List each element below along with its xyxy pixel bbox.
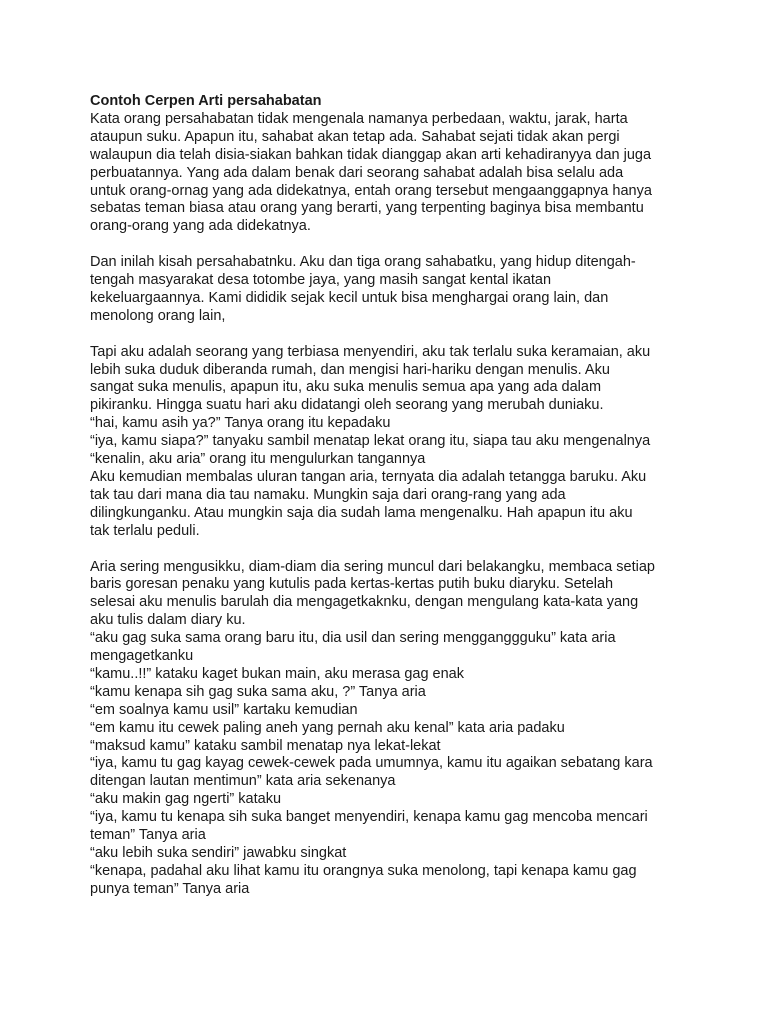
text-line: Dan inilah kisah persahabatnku. Aku dan tiga orang sahabatku, yang hidup ditengah- [90, 254, 636, 271]
text-line: baris goresan penaku yang kutulis pada kertas-kertas putih buku diaryku. Setelah [90, 576, 614, 593]
text-line: Aku kemudian membalas uluran tangan aria, ternyata dia adalah tetangga baruku. Aku [90, 469, 647, 485]
text-line: “aku makin gag ngerti” kataku [90, 791, 282, 808]
text-line: pikiranku. Hingga suatu hari aku didatangi oleh seorang yang merubah duniaku. [90, 397, 604, 414]
text-line: “aku lebih suka sendiri” jawabku singkat [90, 845, 347, 862]
text-line: punya teman” Tanya aria [90, 880, 250, 897]
paragraph [90, 111, 682, 236]
text-line: kekeluargaannya. Kami dididik sejak kecil untuk bisa menghargai orang lain, dan [90, 289, 609, 306]
text-line: ataupun suku. Apapun itu, sahabat akan tetap ada. Sahabat sejati tidak akan pergi [90, 128, 620, 145]
text-line: “kamu..!!” kataku kaget bukan main, aku merasa gag enak [90, 665, 464, 682]
text-line: “aku gag suka sama orang baru itu, dia usil dan sering mengganggguku” kata aria [90, 630, 616, 647]
paragraph [90, 344, 682, 541]
document-page [90, 93, 682, 899]
text-line: mengagetkanku [90, 648, 194, 665]
text-line: tengah masyarakat desa totombe jaya, yang masih sangat kental ikatan [90, 272, 552, 289]
text-line: Kata orang persahabatan tidak mengenala namanya perbedaan, waktu, jarak, harta [90, 110, 628, 127]
text-line: selesai aku menulis barulah dia mengagetkaknku, dengan mengulang kata-kata yang [90, 594, 639, 611]
text-line: untuk orang-ornag yang ada didekatnya, entah orang tersebut mengaanggapnya hanya [90, 182, 652, 199]
text-line: lebih suka duduk diberanda rumah, dan mengisi hari-hariku dengan menulis. Aku [90, 361, 610, 378]
text-line: “em kamu itu cewek paling aneh yang pernah aku kenal” kata aria padaku [90, 719, 565, 736]
text-line: menolong orang lain, [90, 307, 226, 324]
text-line: “kamu kenapa sih gag suka sama aku, ?” Tanya aria [90, 683, 426, 700]
text-line: sangat suka menulis, apapun itu, aku suka menulis semua apa yang ada dalam [90, 379, 602, 396]
text-line: “iya, kamu siapa?” tanyaku sambil menatap lekat orang itu, siapa tau aku mengenalnya [90, 433, 651, 450]
text-line: teman” Tanya aria [90, 827, 206, 844]
text-line: tak tau dari mana dia tau namaku. Mungkin saja dari orang-rang yang ada [90, 486, 566, 503]
text-line: “iya, kamu tu kenapa sih suka banget menyendiri, kenapa kamu gag mencoba mencari [90, 809, 648, 826]
text-line: aku tulis dalam diary ku. [90, 612, 246, 629]
text-line: tak terlalu peduli. [90, 522, 200, 539]
text-line: “maksud kamu” kataku sambil menatap nya lekat-lekat [90, 737, 441, 754]
paragraph [90, 254, 682, 326]
text-line: Aria sering mengusikku, diam-diam dia sering muncul dari belakangku, membaca setiap [90, 558, 655, 575]
text-line: sebatas teman biasa atau orang yang berarti, yang terpenting baginya bisa membantu [90, 200, 644, 217]
text-line: “kenalin, aku aria” orang itu mengulurkan tangannya [90, 451, 426, 468]
text-line: “iya, kamu tu gag kayag cewek-cewek pada umumnya, kamu itu agaikan sebatang kara [90, 755, 653, 772]
text-line: “kenapa, padahal aku lihat kamu itu orangnya suka menolong, tapi kenapa kamu gag [90, 862, 637, 879]
text-line: “hai, kamu asih ya?” Tanya orang itu kepadaku [90, 415, 391, 432]
text-line: ditengan lautan mentimun” kata aria sekenanya [90, 773, 396, 790]
document-title: Contoh Cerpen Arti persahabatan [90, 93, 322, 109]
text-line: perbuatannya. Yang ada dalam benak dari seorang sahabat adalah bisa selalu ada [90, 164, 624, 181]
text-line: walaupun dia telah disia-siakan bahkan tidak dianggap akan arti kehadiranyya dan juga [90, 146, 652, 163]
text-line: “em soalnya kamu usil” kartaku kemudian [90, 701, 358, 718]
paragraph [90, 559, 682, 899]
text-line: orang-orang yang ada didekatnya. [90, 218, 311, 235]
text-line: Tapi aku adalah seorang yang terbiasa menyendiri, aku tak terlalu suka keramaian, aku [90, 343, 651, 360]
text-line: dilingkunganku. Atau mungkin saja dia sudah lama mengenalku. Hah apapun itu aku [90, 504, 633, 521]
document-body [90, 111, 682, 899]
